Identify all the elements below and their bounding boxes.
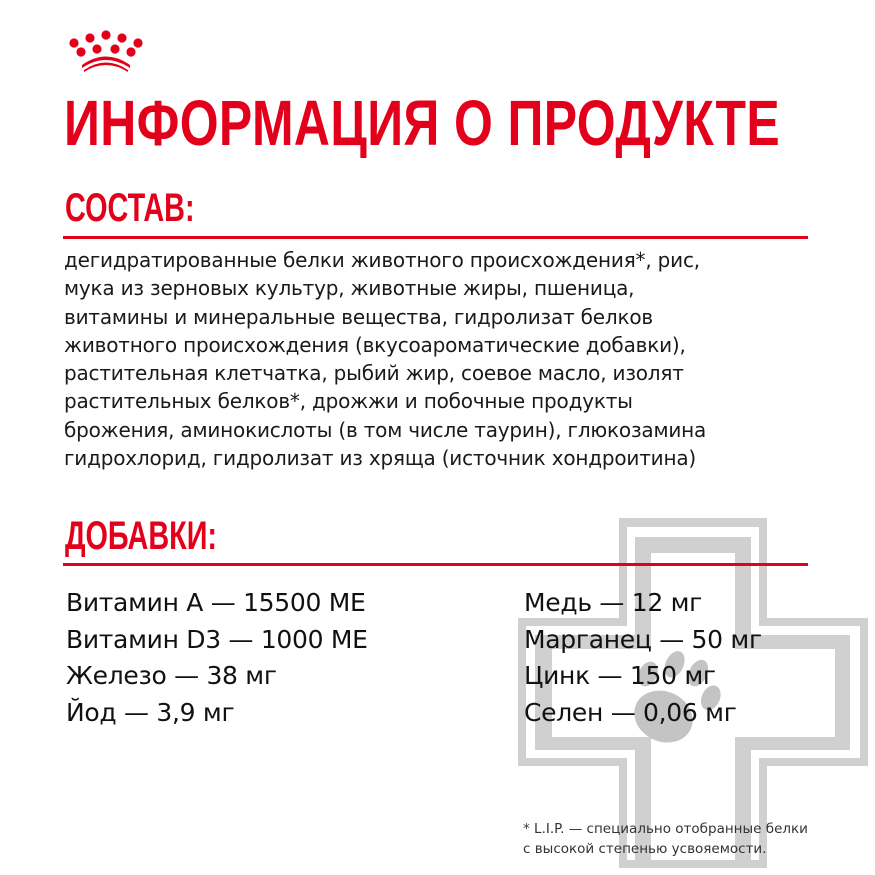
additives-heading: ДОБАВКИ: <box>65 514 217 558</box>
composition-line: растительных белков*, дрожжи и побочные продукты <box>64 389 633 414</box>
page-title: ИНФОРМАЦИЯ О ПРОДУКТЕ <box>64 87 781 159</box>
composition-line: животного происхождения (вкусоароматические добавки), <box>64 332 686 357</box>
additive-item: Цинк — 150 мг <box>524 661 716 690</box>
additives-list-left <box>66 585 368 731</box>
additive-item: Селен — 0,06 мг <box>524 697 737 727</box>
composition-line: брожения, аминокислоты (в том числе таурин), глюкозамина <box>64 417 707 442</box>
composition-heading: СОСТАВ: <box>65 186 195 230</box>
additive-item: Витамин D3 — 1000 МЕ <box>66 624 368 654</box>
additive-item: Витамин A — 15500 МЕ <box>66 588 366 617</box>
composition-line: витамины и минеральные вещества, гидролизат белков <box>64 304 653 329</box>
additives-list-right <box>524 585 762 731</box>
additive-item: Медь — 12 мг <box>524 588 703 617</box>
additives-divider <box>63 563 808 566</box>
additive-item: Йод — 3,9 мг <box>66 697 235 727</box>
composition-line: мука из зерновых культур, животные жиры, пшеница, <box>64 276 635 301</box>
composition-line: дегидратированные белки животного происхождения*, рис, <box>64 248 700 272</box>
additive-item: Железо — 38 мг <box>66 661 277 690</box>
additive-item: Марганец — 50 мг <box>524 624 762 654</box>
footnote <box>523 819 808 859</box>
composition-line: растительная клетчатка, рыбий жир, соевое масло, изолят <box>64 361 684 386</box>
royal-canin-crown-icon <box>66 30 146 72</box>
footnote-line: с высокой степенью усвояемости. <box>523 841 767 857</box>
composition-text <box>64 246 824 472</box>
footnote-line: * L.I.P. — специально отобранные белки <box>523 821 808 837</box>
composition-line: гидрохлорид, гидролизат из хряща (источник хондроитина) <box>64 446 697 471</box>
composition-divider <box>63 236 808 239</box>
